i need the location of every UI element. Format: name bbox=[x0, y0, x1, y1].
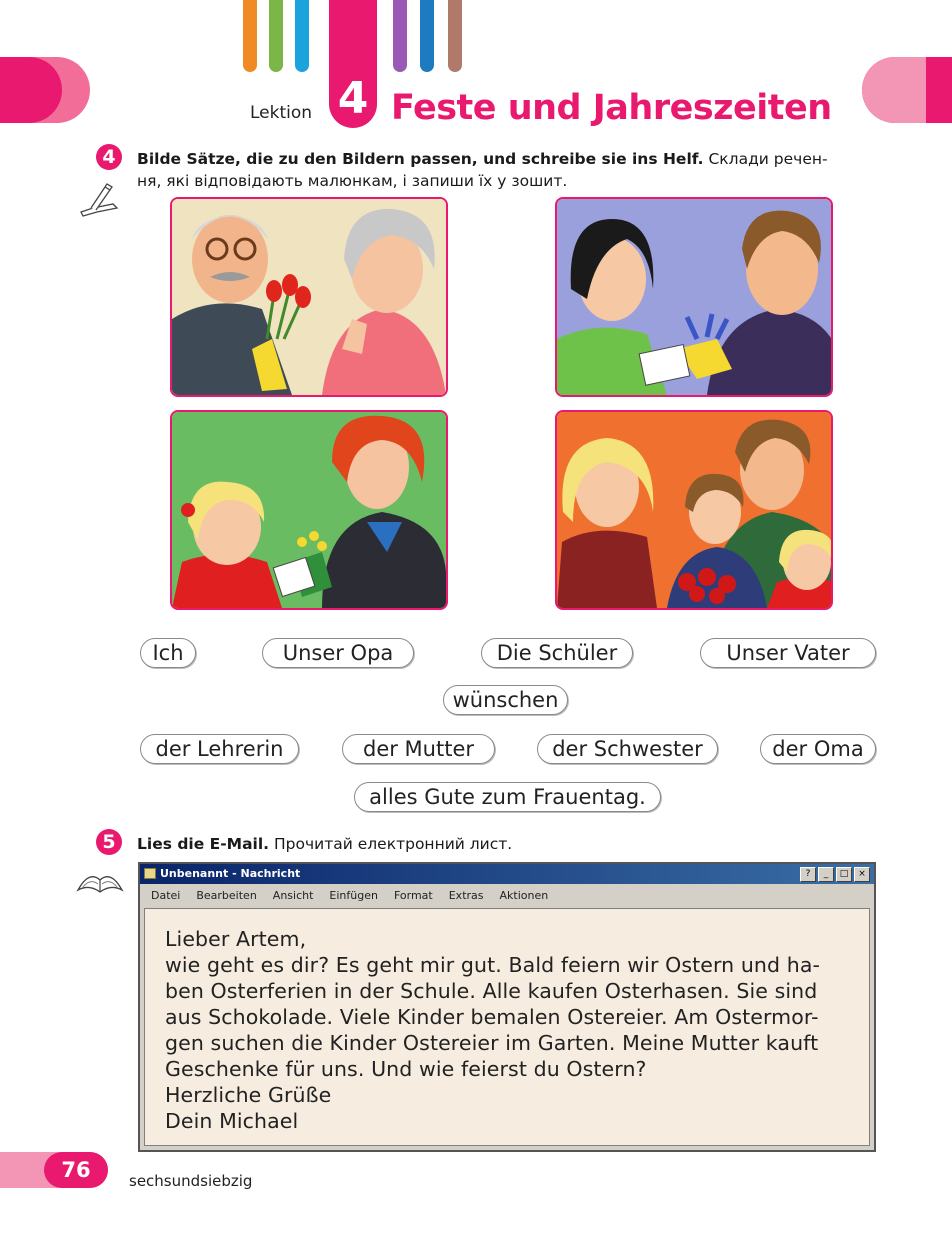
email-menu-bar bbox=[140, 886, 874, 906]
chip-subject-ich: Ich bbox=[140, 638, 196, 668]
decor-stripe-purple bbox=[393, 0, 407, 72]
decor-stripe-blue bbox=[295, 0, 309, 72]
exercise-5-instruction bbox=[137, 833, 512, 855]
chip-subject-unser-vater: Unser Vater bbox=[700, 638, 876, 668]
page-tab-left bbox=[0, 57, 90, 123]
menu-aktionen[interactable]: Aktionen bbox=[499, 889, 549, 902]
pen-writing-icon bbox=[77, 178, 121, 218]
menu-datei[interactable]: Datei bbox=[151, 889, 181, 902]
picture-grandpa-grandma bbox=[170, 197, 448, 397]
page-number-tab bbox=[0, 1152, 108, 1188]
chip-object-der-lehrerin: der Lehrerin bbox=[140, 734, 299, 764]
chip-subject-unser-opa: Unser Opa bbox=[262, 638, 414, 668]
email-line: Geschenke für uns. Und wie feierst du Ostern? bbox=[165, 1057, 647, 1081]
picture-family bbox=[555, 410, 833, 610]
email-line: gen suchen die Kinder Ostereier im Garten. Meine Mutter kauft bbox=[165, 1031, 819, 1055]
close-button[interactable]: × bbox=[854, 867, 870, 882]
exercise-4-instruction-bold: Bilde Sätze, die zu den Bildern passen, und schreibe sie ins Helf. bbox=[137, 150, 704, 168]
chip-ending-alles-gute: alles Gute zum Frauentag. bbox=[354, 782, 661, 812]
menu-ansicht[interactable]: Ansicht bbox=[272, 889, 314, 902]
email-line: Lieber Artem, bbox=[165, 927, 307, 951]
exercise-4-instruction-ua-2: ня, які відповідають малюнкам, і запиши їх у зошит. bbox=[137, 172, 568, 190]
email-window bbox=[138, 862, 876, 1152]
exercise-5-instruction-bold: Lies die E-Mail. bbox=[137, 835, 270, 853]
exercise-4-instruction bbox=[137, 148, 882, 192]
decor-stripe-green bbox=[269, 0, 283, 72]
minimize-button[interactable]: _ bbox=[818, 867, 834, 882]
decor-stripe-brown bbox=[448, 0, 462, 72]
decor-stripe-darkblue bbox=[420, 0, 434, 72]
decor-stripe-orange bbox=[243, 0, 257, 72]
lesson-number: 4 bbox=[329, 0, 377, 128]
email-body[interactable] bbox=[144, 908, 870, 1146]
email-line: Dein Michael bbox=[165, 1109, 299, 1133]
email-window-title: Unbenannt - Nachricht bbox=[160, 867, 301, 880]
chip-subject-die-schueler: Die Schüler bbox=[481, 638, 633, 668]
exercise-5-instruction-ua: Прочитай електронний лист. bbox=[274, 835, 513, 853]
exercise-4-number: 4 bbox=[96, 144, 122, 170]
maximize-button[interactable]: □ bbox=[836, 867, 852, 882]
page-number-word: sechsundsiebzig bbox=[129, 1172, 253, 1190]
chip-verb-wuenschen: wünschen bbox=[443, 685, 568, 715]
picture-girl-teacher bbox=[170, 410, 448, 610]
chip-object-der-schwester: der Schwester bbox=[537, 734, 718, 764]
email-line: wie geht es dir? Es geht mir gut. Bald feiern wir Ostern und ha- bbox=[165, 953, 820, 977]
email-line: ben Osterferien in der Schule. Alle kaufen Osterhasen. Sie sind bbox=[165, 979, 818, 1003]
chip-object-der-oma: der Oma bbox=[760, 734, 876, 764]
email-window-titlebar bbox=[140, 864, 874, 884]
open-book-icon bbox=[75, 866, 125, 896]
chip-object-der-mutter: der Mutter bbox=[342, 734, 495, 764]
menu-bearbeiten[interactable]: Bearbeiten bbox=[196, 889, 257, 902]
window-controls bbox=[800, 867, 870, 882]
exercise-4-instruction-ua-1: Склади речен- bbox=[708, 150, 828, 168]
menu-extras[interactable]: Extras bbox=[448, 889, 484, 902]
email-line: Herzliche Grüße bbox=[165, 1083, 332, 1107]
email-line: aus Schokolade. Viele Kinder bemalen Ostereier. Am Ostermor- bbox=[165, 1005, 819, 1029]
envelope-icon bbox=[144, 868, 156, 879]
exercise-5-number: 5 bbox=[96, 829, 122, 855]
menu-einfuegen[interactable]: Einfügen bbox=[329, 889, 378, 902]
menu-format[interactable]: Format bbox=[393, 889, 433, 902]
help-button[interactable]: ? bbox=[800, 867, 816, 882]
chapter-title: Feste und Jahreszeiten bbox=[391, 88, 832, 128]
page-tab-right bbox=[862, 57, 952, 123]
page-number: 76 bbox=[44, 1152, 108, 1188]
lektion-label: Lektion bbox=[250, 103, 313, 123]
picture-man-woman bbox=[555, 197, 833, 397]
